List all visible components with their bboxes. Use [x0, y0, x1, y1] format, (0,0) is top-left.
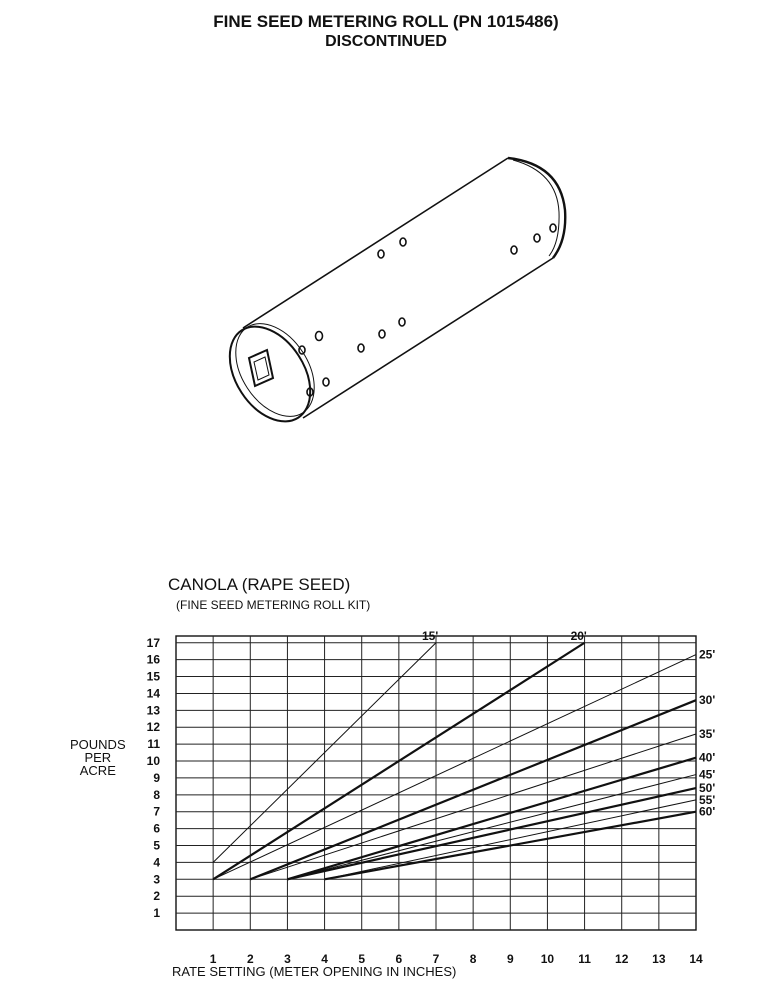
chart-subtitle: (FINE SEED METERING ROLL KIT) [176, 598, 371, 612]
x-tick-label: 1 [209, 952, 217, 966]
y-axis-label-line: ACRE [79, 763, 116, 778]
x-tick-label: 9 [506, 952, 514, 966]
x-tick-label: 12 [615, 952, 629, 966]
series-label: 60' [699, 804, 716, 819]
x-tick-label: 4 [321, 952, 328, 966]
y-tick-label: 8 [153, 787, 160, 802]
x-tick-label: 13 [652, 952, 666, 966]
y-tick-label: 5 [153, 838, 160, 853]
x-tick-label: 3 [284, 952, 291, 966]
x-tick-label: 8 [469, 952, 477, 966]
x-axis-label: RATE SETTING (METER OPENING IN INCHES) [172, 964, 457, 979]
y-tick-label: 3 [153, 872, 160, 887]
series-label: 20' [570, 628, 587, 643]
y-tick-label: 6 [153, 821, 160, 836]
x-tick-label: 5 [358, 952, 366, 966]
series-label: 40' [699, 750, 716, 765]
y-tick-label: 4 [153, 855, 160, 870]
chart-title: CANOLA (RAPE SEED) [168, 575, 351, 594]
y-tick-label: 13 [146, 703, 160, 718]
x-tick-label: 6 [395, 952, 403, 966]
series-label: 25' [699, 647, 716, 662]
series-label: 15' [422, 628, 439, 643]
y-tick-label: 17 [146, 635, 160, 650]
x-tick-label: 11 [578, 952, 591, 966]
y-tick-label: 7 [153, 804, 160, 819]
series-label: 45' [699, 767, 716, 782]
series-line [287, 788, 696, 879]
page-title: FINE SEED METERING ROLL (PN 1015486) [213, 12, 559, 31]
series-label: 30' [699, 693, 716, 708]
y-tick-label: 9 [153, 770, 160, 785]
y-tick-label: 11 [147, 737, 160, 752]
series-line [287, 775, 696, 880]
y-tick-label: 15 [146, 669, 160, 684]
y-tick-label: 2 [153, 889, 160, 904]
y-tick-label: 12 [146, 720, 160, 735]
y-axis-label-line: PER [84, 750, 112, 765]
y-tick-label: 16 [146, 652, 160, 667]
series-label: 55' [699, 792, 716, 807]
x-tick-label: 7 [432, 952, 440, 966]
series-line [287, 758, 696, 880]
x-tick-label: 10 [540, 952, 555, 966]
y-tick-label: 10 [146, 754, 160, 769]
x-tick-label: 2 [246, 952, 254, 966]
x-tick-label: 14 [689, 952, 703, 966]
y-tick-label: 1 [153, 906, 160, 921]
y-axis-label-line: POUNDS [70, 737, 126, 752]
y-tick-label: 14 [146, 686, 160, 701]
page-subtitle: DISCONTINUED [325, 33, 447, 50]
series-label: 35' [699, 727, 716, 741]
series-label: 50' [699, 781, 716, 796]
